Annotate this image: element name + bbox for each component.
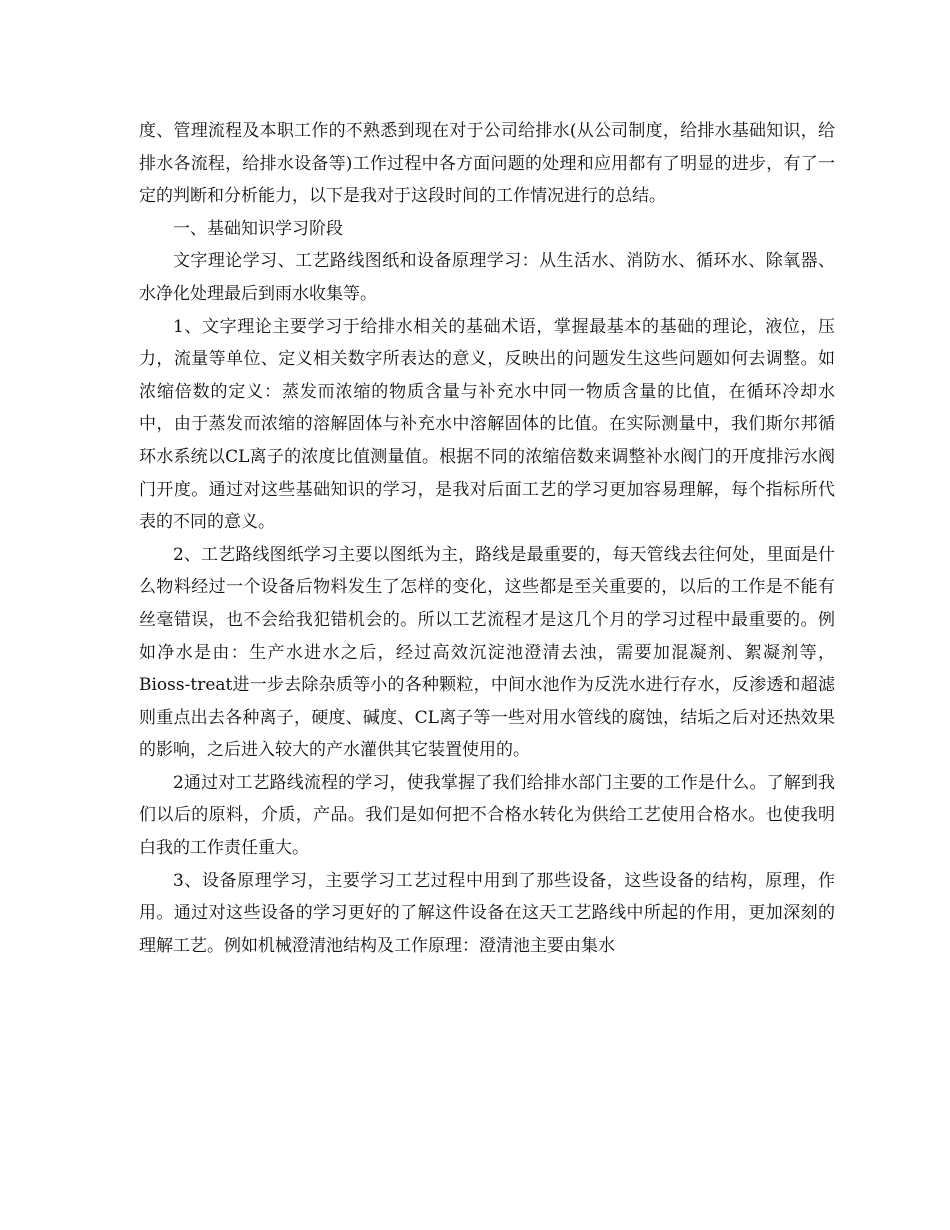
paragraph-study-scope: 文字理论学习、工艺路线图纸和设备原理学习：从生活水、消防水、循环水、除氧器、水净化处理最后到雨水收集等。 bbox=[139, 251, 835, 304]
section-heading-basic-knowledge: 一、基础知识学习阶段 bbox=[173, 218, 343, 239]
paragraph-equipment-principles: 3、设备原理学习，主要学习工艺过程中用到了那些设备，这些设备的结构，原理，作用。通过对这些设备的学习更好的了解这件设备在这天工艺路线中所起的作用，更加深刻的理解工艺。例如机械澄清池结构及工作原理：澄清池主要由集水 bbox=[139, 870, 835, 956]
paragraph-theory-study: 1、文字理论主要学习于给排水相关的基础术语，掌握最基本的基础的理论，液位，压力，流量等单位、定义相关数字所表达的意义，反映出的问题发生这些问题如何去调整。如浓缩倍数的定义：蒸发而浓缩的物质含量与补充水中同一物质含量的比值，在循环冷却水中，由于蒸发而浓缩的溶解固体与补充水中溶解固体的比值。在实际测量中，我们斯尔邦循环水系统以CL离子的浓度比值测量值。根据不同的浓缩倍数来调整补水阀门的开度排污水阀门开度。通过对这些基础知识的学习，是我对后面工艺的学习更加容易理解，每个指标所代表的不同的意义。 bbox=[139, 316, 835, 533]
paragraph-process-understanding: 2通过对工艺路线流程的学习，使我掌握了我们给排水部门主要的工作是什么。了解到我们以后的原料，介质，产品。我们是如何把不合格水转化为供给工艺使用合格水。也使我明白我的工作责任重大。 bbox=[139, 772, 835, 859]
document-body bbox=[139, 115, 835, 962]
paragraph-intro-continuation: 度、管理流程及本职工作的不熟悉到现在对于公司给排水(从公司制度，给排水基础知识，给排水各流程，给排水设备等)工作过程中各方面问题的处理和应用都有了明显的进步，有了一定的判断和分析能力，以下是我对于这段时间的工作情况进行的总结。 bbox=[139, 121, 835, 207]
paragraph-process-drawings: 2、工艺路线图纸学习主要以图纸为主，路线是最重要的，每天管线去往何处，里面是什么物料经过一个设备后物料发生了怎样的变化，这些都是至关重要的，以后的工作是不能有丝毫错误，也不会给我犯错机会的。所以工艺流程才是这几个月的学习过程中最重要的。例如净水是由：生产水进水之后，经过高效沉淀池澄清去浊，需要加混凝剂、絮凝剂等，Bioss-treat进一步去除杂质等小的各种颗粒，中间水池作为反洗水进行存水，反渗透和超滤则重点出去各种离子，硬度、碱度、CL离子等一些对用水管线的腐蚀，结垢之后对还热效果的影响，之后进入较大的产水灌供其它装置使用的。 bbox=[139, 544, 835, 761]
